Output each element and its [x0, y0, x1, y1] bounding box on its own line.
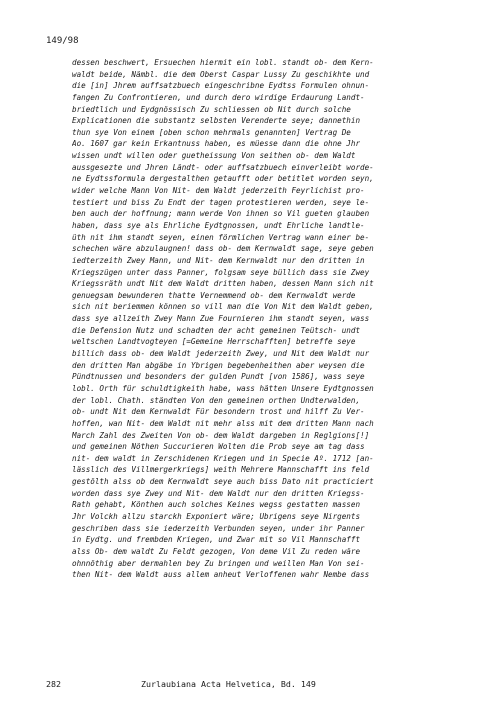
text-line: hoffen, wan Nit- dem Waldt nit mehr alss mit dem dritten Mann nach — [72, 418, 374, 428]
text-line: lobl. Orth für schuldtigkeith habe, wass hätten Unsere Eydtgnossen — [72, 383, 374, 393]
text-line: waldt beide, Nämbl. die dem Oberst Caspar Lussy Zu geschikhte und — [72, 69, 370, 79]
text-line: alss Ob- dem waldt Zu Feldt gezogen, Von deme Vil Zu reden wäre — [72, 546, 361, 556]
text-line: billich dass ob- dem Waldt jederzeith Zwey, und Nit dem Waldt nur — [72, 349, 370, 359]
text-line: thun sye Von einem [oben schon mehrmals genannten] Vertrag De — [72, 127, 351, 137]
page-number: 282 — [46, 679, 61, 689]
text-line: dass sye allzeith Zwey Mann Zue Fournieren ihm standt seyen, wass — [72, 314, 370, 324]
text-line: lässlich des Villmergerkriegs] weith Mehrere Mannschafft ins feld — [72, 465, 370, 475]
text-line: üth nit ihm standt seyen, einen förmlichen Vertrag wann einer be- — [72, 232, 370, 242]
running-title: Zurlaubiana Acta Helvetica, Bd. 149 — [141, 679, 316, 689]
text-line: Explicationen die substantz selbsten Verenderte seye; dannethin — [72, 116, 361, 126]
text-line: fangen Zu Confrontieren, und durch dero wirdige Erdaurung Landt- — [72, 92, 365, 102]
text-line: ob- undt Nit dem Kernwaldt Für besondern trost und hilff Zu Ver- — [72, 407, 365, 417]
text-line: iedterzeith Zwey Mann, und Nit- dem Kernwaldt nur den dritten in — [72, 255, 365, 265]
text-line: Pündtnussen und besonders der gulden Pundt [von 1586], wass seye — [72, 372, 365, 382]
text-line: ben auch der hoffnung; mann werde Von ihnen so Vil gueten glauben — [72, 209, 370, 219]
text-line: worden dass sye Zwey und Nit- dem Waldt nur den dritten Kriegss- — [72, 488, 365, 498]
text-line: haben, dass sye als Ehrliche Eydtgnossen, undt Ehrliche landtle- — [72, 220, 365, 230]
text-line: gestölth alss ob dem Kernwaldt seye auch biss Dato nit practiciert — [72, 477, 374, 487]
text-line: in Eydtg. und frembden Kriegen, und Zwar mit so Vil Mannschafft — [72, 535, 361, 545]
text-line: geschriben dass sie iederzeith Verbunden seyen, under ihr Panner — [72, 523, 365, 533]
text-line: Rath gehabt, Könthen auch solches Keines wegss gestatten massen — [72, 500, 361, 510]
body-text — [72, 57, 424, 581]
text-line: und gemeinen Nöthen Succurieren Wolten die Prob seye am tag dass — [72, 442, 365, 452]
text-line: wider welche Mann Von Nit- dem Waldt jederzeith Feyrlichist pro- — [72, 186, 365, 196]
text-line: nit- dem waldt in Zerschidenen Kriegen und in Specie Aº. 1712 [an- — [72, 453, 374, 463]
text-line: den dritten Man abgäbe in Ybrigen begebenheithen aber weysen die — [72, 360, 365, 370]
text-line: March Zahl des Zweiten Von ob- dem Waldt dargeben in Reglgions[!] — [72, 430, 370, 440]
text-line: Ao. 1607 gar kein Erkantnuss haben, es müesse dann die ohne Jhr — [72, 139, 361, 149]
text-line: aussgesezte und Jhren Ländt- oder auffsatzbuech einverleibt worde- — [72, 162, 374, 172]
text-line: der lobl. Chath. ständten Von den gemeinen orthen Undterwalden, — [72, 395, 361, 405]
text-line: schechen wäre abzulaugnen! dass ob- dem Kernwaldt sage, seye geben — [72, 244, 374, 254]
text-line: die [in] Jhrem auffsatzbuech eingeschribne Eydtss Formulen ohnun- — [72, 81, 370, 91]
text-line: ohnnöthig aber dermahlen bey Zu bringen und weillen Man Von sei- — [72, 558, 365, 568]
text-line: ne Eydtssformula dergestalthen getaufft oder betitlet worden seyn, — [72, 174, 374, 184]
text-line: briedtlich und Eydgnössisch Zu schliessen ob Nit durch solche — [72, 104, 351, 114]
text-line: Kriegszügen unter dass Panner, folgsam seye büllich dass sie Zwey — [72, 267, 370, 277]
text-line: weltschen Landtvogteyen [=Gemeine Herrschafften] betreffe seye — [72, 337, 356, 347]
text-line: then Nit- dem Waldt auss allem anheut Verloffenen wahr Nembe dass — [72, 570, 370, 580]
page-id: 149/98 — [46, 36, 79, 46]
text-line: sich nit beriemmen können so vill man die Von Nit dem Waldt geben, — [72, 302, 374, 312]
text-line: genuegsam bewunderen thatte Vernemmend ob- dem Kernwaldt werde — [72, 290, 356, 300]
text-line: die Defension Nutz und schadten der acht gemeinen Teütsch- undt — [72, 325, 361, 335]
text-line: dessen beschwert, Ersuechen hiermit ein lobl. standt ob- dem Kern- — [72, 58, 374, 67]
text-line: wissen undt willen oder guetheissung Von seithen ob- dem Waldt — [72, 151, 356, 161]
text-line: Kriegssräth undt Nit dem Waldt dritten haben, dessen Mann sich nit — [72, 279, 374, 289]
text-line: testiert und biss Zu Endt der tagen protestieren werden, seye le- — [72, 197, 370, 207]
text-line: Jhr Volckh allzu starckh Exponiert wäre; Ubrigens seye Nirgents — [72, 511, 361, 521]
